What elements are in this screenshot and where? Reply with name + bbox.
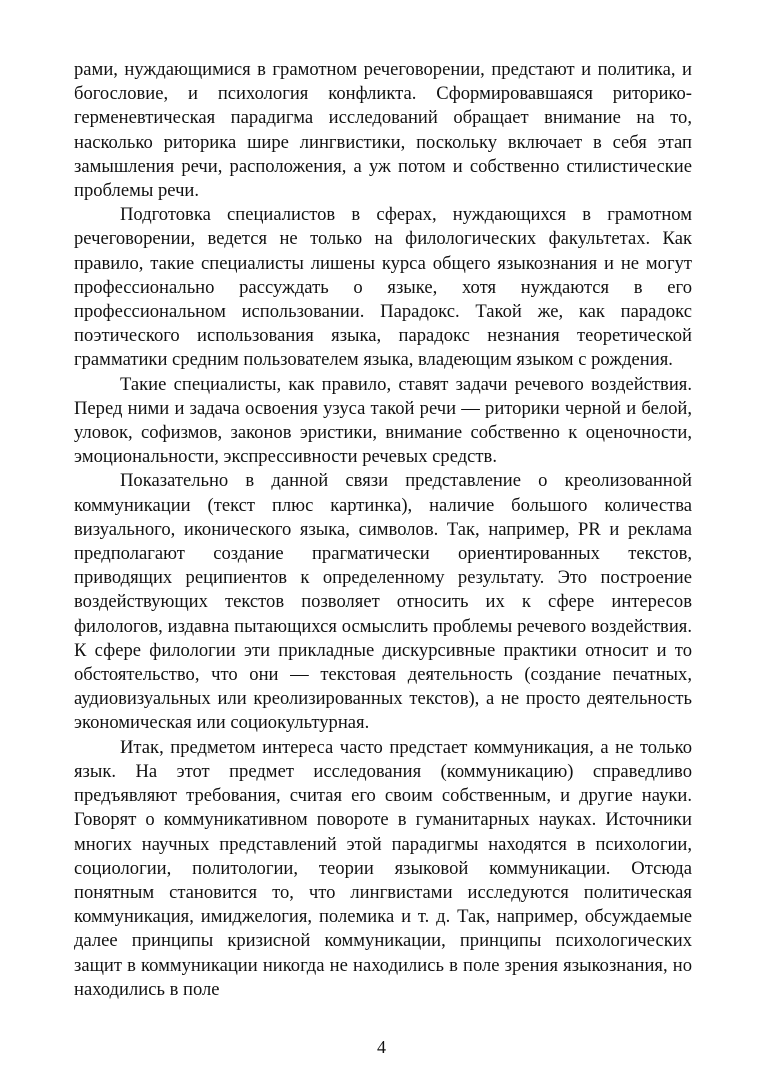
paragraph-communication-interest: Итак, предметом интереса часто предстает коммуникация, а не только язык. На этот предмет исследования (коммуникацию) справедливо предъявляют требования, считая его своим собственным, и другие науки. Говорят о коммуникативном повороте в гуманитарных науках. Источники многих научных представлений этой парадигмы находятся в психологии, социологии, политологии, теории языковой коммуникации. Отсюда понятным становится то, что лингвистами исследуются политическая коммуникация, имиджелогия, полемика и т. д. Так, например, обсуждаемые далее принципы кризисной коммуникации, принципы психологических защит в коммуникации никогда не находились в поле зрения языкознания, но находились в поле: [74, 736, 692, 1000]
paragraph-creolized-communication: Показательно в данной связи представление о креолизованной коммуникации (текст плюс картинка), наличие большого количества визуального, иконического языка, символов. Так, например, PR и реклама предполагают создание прагматически ориентированных текстов, приводящих реципиентов к определенному результату. Это построение воздействующих текстов позволяет относить их к сфере интересов филологов, издавна пытающихся осмыслить проблемы речевого воздействия. К сфере филологии эти прикладные дискурсивные практики относит и то обстоятельство, что они — текстовая деятельность (создание печатных, аудиовизуальных или креолизированных текстов), а не просто деятельность экономическая или социокультурная.: [74, 470, 692, 734]
paragraph-training-specialists: Подготовка специалистов в сферах, нуждающихся в грамотном речеговорении, ведется не только на филологических факультетах. Как правило, такие специалисты лишены курса общего языкознания и не могут профессионально рассуждать о языке, хотя нуждаются в его профессиональном использовании. Парадокс. Такой же, как парадокс поэтического использования языка, парадокс незнания теоретической грамматики средним пользователем языка, владеющим языком с рождения.: [74, 204, 692, 371]
paragraph-speech-influence: Такие специалисты, как правило, ставят задачи речевого воздействия. Перед ними и задача освоения узуса такой речи — риторики черной и белой, уловок, софизмов, законов эристики, внимание собственно к оценочности, эмоциональности, экспрессивности речевых средств.: [74, 373, 692, 468]
page-number: 4: [377, 1037, 386, 1057]
document-page: [74, 58, 692, 1002]
paragraph-continuation: рами, нуждающимися в грамотном речеговорении, предстают и политика, и богословие, и психология конфликта. Сформировавшаяся риторико-герменевтическая парадигма исследований обращает внимание на то, насколько риторика шире лингвистики, поскольку включает в себя этап замышления речи, расположения, а уж потом и собственно стилистические проблемы речи.: [74, 59, 692, 202]
